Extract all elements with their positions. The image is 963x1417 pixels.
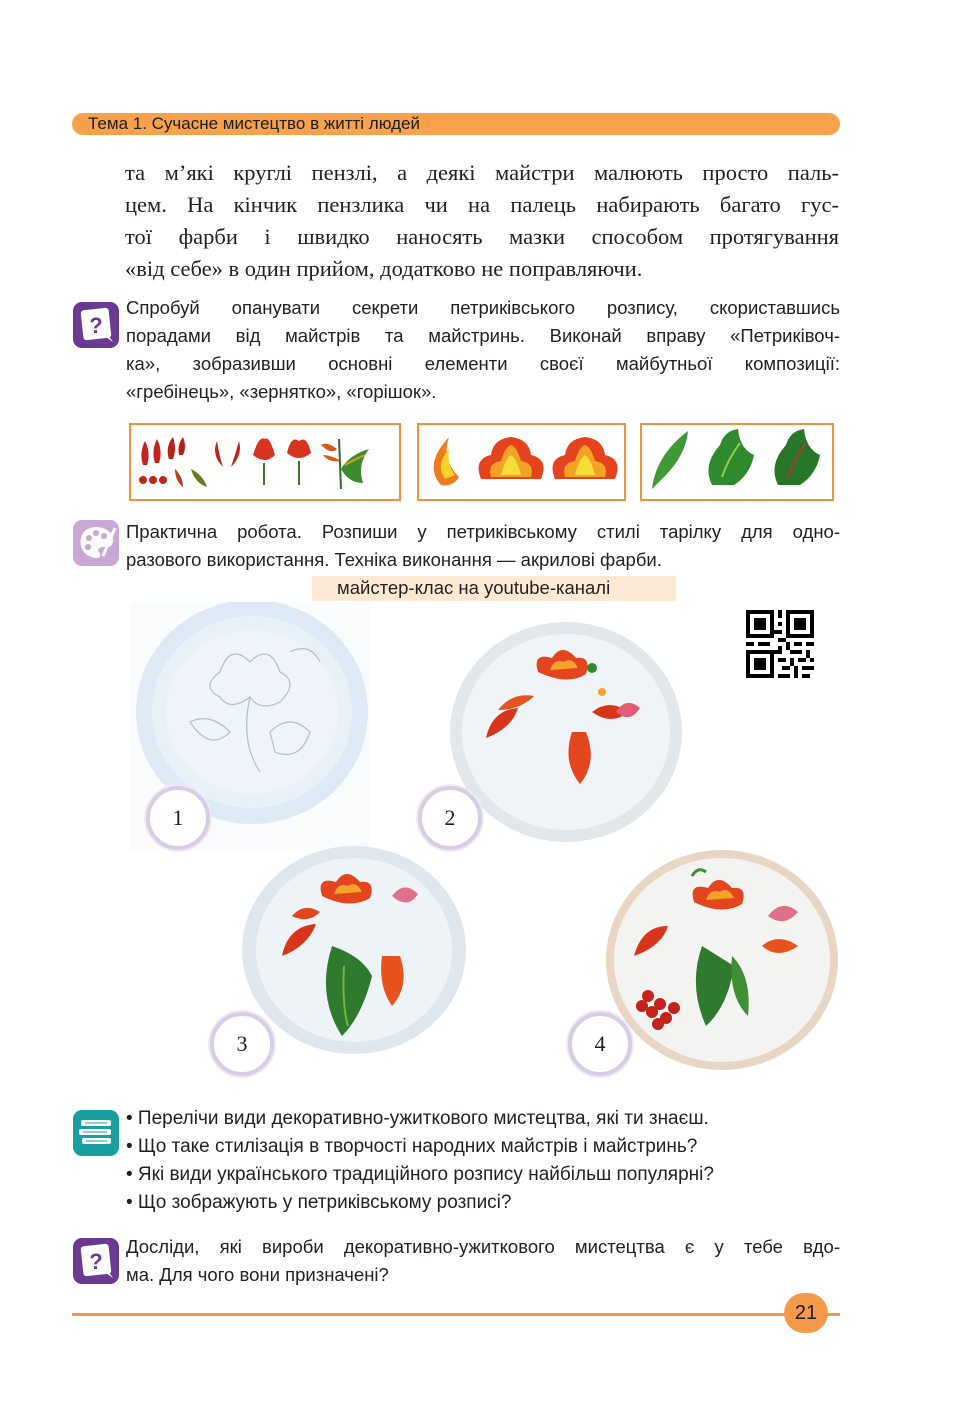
intro-paragraph	[125, 157, 839, 285]
intro-line: та м’які круглі пензлі, а деякі майстри малюють просто паль-	[125, 160, 839, 185]
task1-text	[126, 294, 840, 406]
element-strip-2	[417, 423, 626, 501]
plate-1-photo	[130, 602, 370, 850]
palette-icon	[73, 520, 119, 566]
task1-line: порадами від майстрів та майстринь. Виконай вправу «Петриківоч-	[126, 325, 840, 346]
intro-line: тої фарби і швидко наносять мазки способом протягування	[125, 224, 839, 249]
element-strip-1	[129, 423, 401, 501]
list-item: • Що таке стилізація в творчості народних майстрів і майстринь?	[126, 1136, 698, 1157]
practical-line: Практична робота. Розпиши у петриківському стилі тарілку для одно-	[126, 521, 840, 542]
task1-line: Спробуй опанувати секрети петриківського розпису, скориставшись	[126, 297, 840, 318]
footer-rule	[72, 1313, 840, 1316]
youtube-label: майстер-клас на youtube-каналі	[337, 577, 611, 598]
task1-line: «гребінець», «зернятко», «горішок».	[126, 381, 437, 402]
page-number: 21	[784, 1293, 828, 1333]
petal-elements-illustration	[131, 425, 399, 499]
list-item: • Що зображують у петриківському розписі?	[126, 1192, 512, 1213]
question-icon	[73, 1238, 119, 1284]
plate-number: 1	[146, 786, 210, 850]
intro-line: цем. На кінчик пензлика чи на палець набирають багато гус-	[125, 192, 839, 217]
practical-line: разового використання. Техніка виконання — акрилові фарби.	[126, 549, 662, 570]
qr-code[interactable]	[746, 610, 814, 678]
practical-text	[126, 518, 840, 574]
leaf-elements-illustration	[642, 425, 832, 499]
list-item: • Які види українського традиційного розпису найбільш популярні?	[126, 1164, 714, 1185]
topic-title: Тема 1. Сучасне мистецтво в житті людей	[88, 114, 420, 133]
topic-bar	[72, 113, 840, 135]
plate-number: 2	[418, 786, 482, 850]
plate-4-photo	[594, 846, 846, 1080]
svg-text:?: ?	[89, 1249, 103, 1274]
list-item: • Перелічи види декоративно-ужиткового мистецтва, які ти знаєш.	[126, 1108, 709, 1129]
plate-2-photo	[442, 612, 694, 844]
task1-line: ка», зобразивши основні елементи своєї майбутньої композиції:	[126, 353, 840, 374]
plate-3-photo	[232, 846, 468, 1086]
task2-line: Досліди, які вироби декоративно-ужиткового мистецтва є у тебе вдо-	[126, 1236, 840, 1257]
question-icon	[73, 302, 119, 348]
books-icon	[73, 1110, 119, 1156]
task2-line: ма. Для чого вони призначені?	[126, 1264, 389, 1285]
youtube-masterclass-link[interactable]	[312, 576, 676, 601]
plate-number: 3	[210, 1012, 274, 1076]
plate-number: 4	[568, 1012, 632, 1076]
flower-elements-illustration	[419, 425, 624, 499]
svg-text:?: ?	[89, 313, 103, 338]
questions-list	[126, 1105, 714, 1217]
element-strip-3	[640, 423, 834, 501]
task2-text	[126, 1233, 840, 1289]
intro-line: «від себе» в один прийом, додатково не поправляючи.	[125, 256, 643, 281]
